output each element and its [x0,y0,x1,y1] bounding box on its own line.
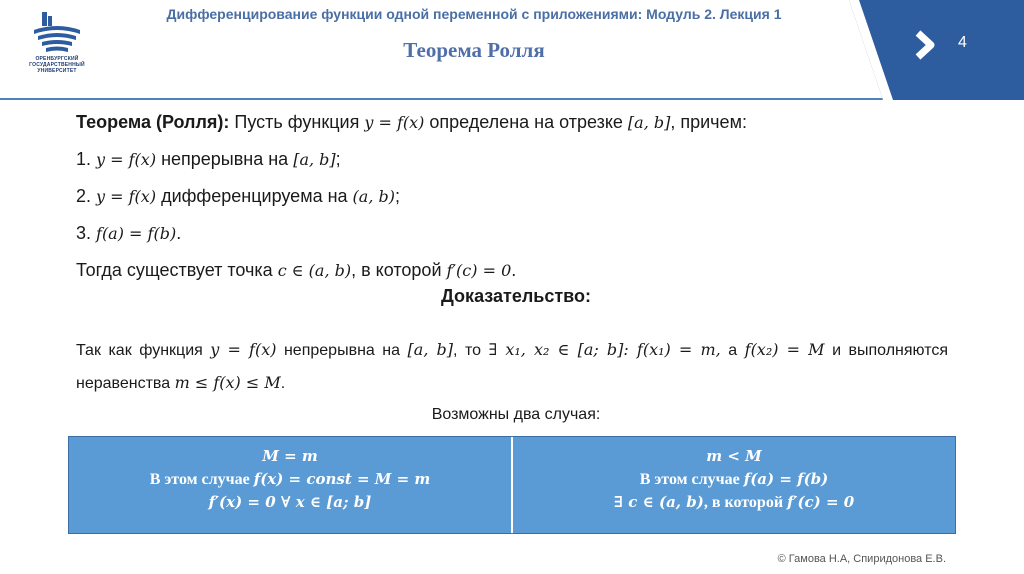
cases-table [68,436,956,534]
text: ; [335,149,341,169]
text: В этом случае [149,471,254,488]
math: f(a) = f(b) [743,470,829,488]
theorem-statement [76,104,956,289]
text: 1. [76,149,97,169]
text: непрерывна на [156,149,294,169]
cases-heading: Возможны два случая: [431,406,601,423]
copyright: © Гамова Н.А, Спиридонова Е.В. [777,553,946,565]
case-equal [69,437,511,533]
math: y = f(x) [364,113,425,132]
math: f(a) = f(b) [96,224,177,243]
course-title: Дифференцирование функции одной переменной с приложениями: Модуль 2. Лекция 1 [166,6,782,22]
proof-heading: Доказательство: [441,286,591,306]
theorem-intro [76,104,956,141]
page-title: Теорема Ролля [403,38,545,62]
math: ∃ c ∈ (a, b) [613,493,704,511]
math: f(x) = const = M = m [253,470,431,488]
chevron-right-icon[interactable] [912,30,938,60]
math: [a, b] [407,340,454,359]
text: . [511,260,517,280]
conclusion [76,252,956,289]
text: 3. [76,223,97,243]
case-less [511,437,955,533]
condition-1 [76,141,956,178]
case-head: M = m [262,447,318,465]
text: Пусть функция [229,112,365,132]
text: В этом случае [639,471,744,488]
math: y = f(x) [96,150,157,169]
text: Так как функция [76,342,211,359]
condition-2 [76,178,956,215]
math: [a, b] [627,113,671,132]
text: Тогда существует точка [76,260,278,280]
condition-3 [76,215,956,252]
text: непрерывна на [276,342,408,359]
proof-body [76,334,948,400]
text: дифференцируема на [156,186,353,206]
math: y = f(x) [210,340,277,359]
text: и выполняются неравенства [76,342,949,392]
math: [a, b] [293,150,336,169]
text: . [280,375,286,392]
text: определена на отрезке [424,112,628,132]
math: y = f(x) [96,187,157,206]
math: f′(x) = 0 ∀ x ∈ [a; b] [208,493,372,511]
text: а [720,342,745,359]
slide-header [0,0,1024,100]
text: . [176,223,182,243]
math: c ∈ (a, b) [277,261,352,280]
text: , в которой [703,494,788,511]
text: , причем: [670,112,747,132]
math: f(x₂) = M [744,340,825,359]
math: m ≤ f(x) ≤ M [174,373,281,392]
text: ; [394,186,400,206]
math: f′(c) = 0 [787,493,855,511]
logo-caption: ОРЕНБУРГСКИЙ ГОСУДАРСТВЕННЫЙ УНИВЕРСИТЕТ [29,56,85,74]
text: 2. [76,186,97,206]
university-logo-icon [22,8,92,88]
text: , то [453,342,489,359]
case-head: m < M [706,447,762,465]
theorem-title: Теорема (Ролля): [76,112,230,132]
page-number: 4 [958,34,967,51]
math: (a, b) [352,187,395,206]
math: ∃ x₁, x₂ ∈ [a; b]: f(x₁) = m, [488,340,721,359]
text: , в которой [351,260,447,280]
math: f′(c) = 0 [446,261,512,280]
